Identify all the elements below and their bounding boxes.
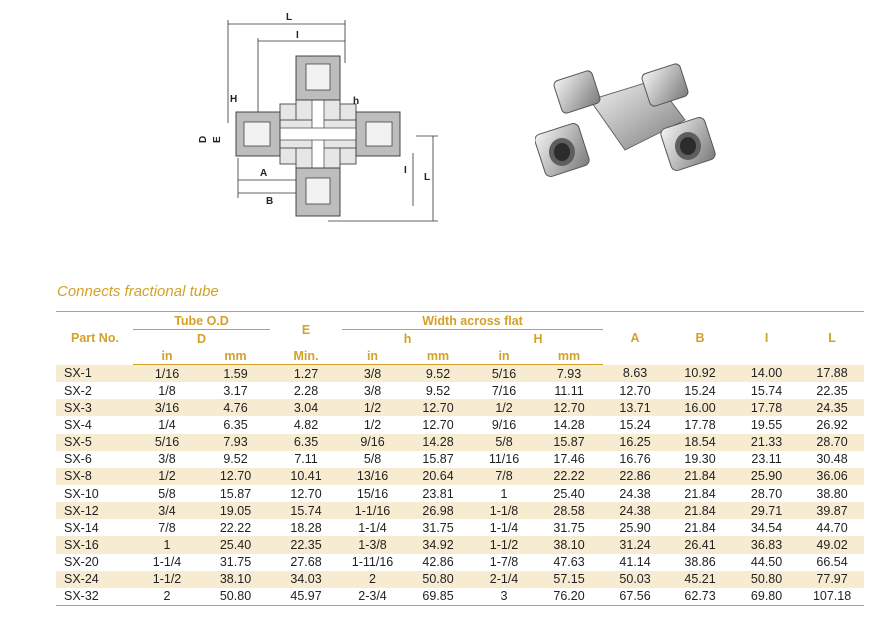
part-number-cell: SX-12 <box>56 502 133 519</box>
table-cell: 27.68 <box>290 555 322 570</box>
table-cell: 38.86 <box>684 555 716 570</box>
table-cell: 15.87 <box>219 486 252 501</box>
table-row <box>56 536 864 553</box>
table-cell: 57.15 <box>535 571 603 588</box>
table-cell: 5/16 <box>133 434 201 451</box>
table-row <box>56 434 864 451</box>
table-cell: 3/8 <box>342 365 403 383</box>
table-cell: 21.84 <box>684 486 716 501</box>
table-cell: 69.80 <box>733 588 800 606</box>
table-cell: 39.87 <box>800 502 864 519</box>
table-cell: 22.35 <box>816 383 848 398</box>
header-h: h <box>403 331 412 346</box>
table-cell: 20.64 <box>403 468 473 485</box>
table-cell: 3.04 <box>270 399 342 416</box>
part-number-cell: SX-3 <box>56 399 133 416</box>
table-cell: 1-1/2 <box>473 536 535 553</box>
table-cell: 1-7/8 <box>489 555 519 570</box>
table-cell: 19.30 <box>684 452 716 467</box>
table-cell: 7.93 <box>201 434 270 451</box>
table-cell: 3/4 <box>133 502 201 519</box>
table-cell: 69.85 <box>403 588 473 606</box>
header-part-no: Part No. <box>56 312 133 365</box>
table-cell: 34.03 <box>270 571 342 588</box>
header-width-across-flat: Width across flat <box>342 312 603 330</box>
table-cell: 24.35 <box>800 399 864 416</box>
table-cell: 15.74 <box>270 502 342 519</box>
header-B: B <box>667 312 733 365</box>
table-cell: 42.86 <box>422 555 454 570</box>
label-L-top: L <box>286 12 293 23</box>
table-row <box>56 416 864 433</box>
table-cell: 8.63 <box>603 365 667 383</box>
header-tube-od: Tube O.D <box>133 312 270 330</box>
table-row <box>56 571 864 588</box>
table-cell: 30.48 <box>816 452 848 467</box>
table-row <box>56 365 864 383</box>
table-cell: 31.75 <box>219 555 252 570</box>
table-row <box>56 399 864 416</box>
table-cell: 19.55 <box>750 417 783 432</box>
table-cell: 2-3/4 <box>342 588 403 606</box>
table-cell: 9/16 <box>491 417 517 432</box>
table-cell: 1-1/8 <box>473 502 535 519</box>
header-E: E <box>270 312 342 348</box>
table-cell: 44.70 <box>816 520 848 535</box>
table-cell: 1/8 <box>158 383 176 398</box>
table-cell: 62.73 <box>667 588 733 606</box>
table-cell: 1 <box>133 536 201 553</box>
table-cell: 14.00 <box>733 365 800 383</box>
table-cell: 38.80 <box>816 486 848 501</box>
table-row <box>56 451 864 468</box>
table-cell: 12.70 <box>201 468 270 485</box>
table-cell: 15.74 <box>750 383 783 398</box>
table-cell: 1-1/16 <box>342 502 403 519</box>
table-cell: 5/8 <box>158 486 176 501</box>
table-cell: 9.52 <box>223 452 248 467</box>
header-in: in <box>133 347 201 365</box>
table-cell: 26.98 <box>403 502 473 519</box>
table-row <box>56 519 864 536</box>
table-cell: 76.20 <box>535 588 603 606</box>
table-cell: 12.70 <box>290 486 322 501</box>
table-cell: 29.71 <box>733 502 800 519</box>
table-cell: 6.35 <box>223 417 248 432</box>
label-H: H <box>230 94 238 105</box>
part-number-cell: SX-6 <box>64 452 92 467</box>
table-row <box>56 554 864 571</box>
table-cell: 28.58 <box>535 502 603 519</box>
table-cell: 4.82 <box>293 417 319 432</box>
table-row <box>56 468 864 485</box>
label-E: E <box>212 136 223 143</box>
table-cell: 9.52 <box>425 383 451 398</box>
cross-fitting-photo <box>535 60 725 195</box>
table-cell: 18.54 <box>667 434 733 451</box>
part-number-cell: SX-14 <box>64 520 99 535</box>
part-number-cell: SX-24 <box>56 571 133 588</box>
table-cell: 3/8 <box>363 383 382 398</box>
table-cell: 15/16 <box>356 486 389 501</box>
table-cell: 14.28 <box>553 417 585 432</box>
table-cell: 25.90 <box>619 520 651 535</box>
table-cell: 36.06 <box>800 468 864 485</box>
part-number-cell: SX-20 <box>64 555 99 570</box>
table-cell: 9/16 <box>342 434 403 451</box>
dimensions-table <box>56 311 864 606</box>
cross-fitting-drawing <box>188 8 458 228</box>
table-cell: 66.54 <box>816 555 848 570</box>
table-cell: 45.97 <box>270 588 342 606</box>
table-cell: 11/16 <box>488 452 520 467</box>
table-cell: 1-1/4 <box>489 520 519 535</box>
table-cell: 17.78 <box>684 417 716 432</box>
header-D: D <box>196 331 207 346</box>
table-cell: 7/8 <box>473 468 535 485</box>
table-cell: 1-1/4 <box>358 520 387 535</box>
part-number-cell: SX-5 <box>56 434 133 451</box>
table-cell: 49.02 <box>800 536 864 553</box>
table-cell: 3 <box>473 588 535 606</box>
table-cell: 6.35 <box>270 434 342 451</box>
table-cell: 67.56 <box>603 588 667 606</box>
table-cell: 28.70 <box>750 486 783 501</box>
table-cell: 1.27 <box>270 365 342 383</box>
table-cell: 15.24 <box>619 417 651 432</box>
table-cell: 12.70 <box>422 417 454 432</box>
table-cell: 22.35 <box>270 536 342 553</box>
table-cell: 2-1/4 <box>473 571 535 588</box>
header-I: I <box>733 312 800 365</box>
part-number-cell: SX-10 <box>64 486 99 501</box>
table-row <box>56 588 864 606</box>
table-cell: 3/16 <box>133 399 201 416</box>
table-cell: 21.84 <box>684 520 716 535</box>
table-cell: 1/16 <box>133 365 201 383</box>
table-cell: 12.70 <box>619 383 651 398</box>
table-row <box>56 485 864 502</box>
table-cell: 13/16 <box>342 468 403 485</box>
table-cell: 36.83 <box>733 536 800 553</box>
table-cell: 5/8 <box>473 434 535 451</box>
part-number-cell: SX-8 <box>56 468 133 485</box>
table-cell: 13.71 <box>603 399 667 416</box>
table-cell: 2 <box>342 571 403 588</box>
table-cell: 22.86 <box>603 468 667 485</box>
table-cell: 1-11/16 <box>351 555 394 570</box>
table-cell: 16.00 <box>667 399 733 416</box>
table-cell: 25.40 <box>201 536 270 553</box>
table-cell: 50.80 <box>733 571 800 588</box>
table-cell: 1/2 <box>473 399 535 416</box>
table-cell: 45.21 <box>667 571 733 588</box>
header-in: in <box>342 347 403 365</box>
part-number-cell: SX-1 <box>56 365 133 383</box>
table-cell: 77.97 <box>800 571 864 588</box>
dimensions-table-wrap <box>56 311 864 606</box>
header-A: A <box>603 312 667 365</box>
table-cell: 14.28 <box>403 434 473 451</box>
table-cell: 1-3/8 <box>342 536 403 553</box>
table-cell: 15.87 <box>422 452 454 467</box>
table-cell: 1.59 <box>201 365 270 383</box>
table-cell: 34.54 <box>750 520 783 535</box>
label-L-right: L <box>424 172 431 183</box>
table-cell: 2.28 <box>293 383 319 398</box>
table-cell: 26.41 <box>667 536 733 553</box>
table-cell: 31.75 <box>422 520 454 535</box>
label-A: A <box>260 168 268 179</box>
table-row <box>56 382 864 399</box>
table-cell: 10.41 <box>270 468 342 485</box>
table-cell: 25.40 <box>553 486 585 501</box>
table-cell: 23.11 <box>751 452 782 467</box>
table-cell: 2 <box>133 588 201 606</box>
part-number-cell: SX-4 <box>64 417 92 432</box>
header-H: H <box>533 331 543 346</box>
table-cell: 15.87 <box>535 434 603 451</box>
header-mm: mm <box>403 347 473 365</box>
part-number-cell: SX-32 <box>56 588 133 606</box>
table-cell: 21.33 <box>733 434 800 451</box>
table-cell: 31.75 <box>553 520 585 535</box>
table-cell: 12.70 <box>535 399 603 416</box>
header-in: in <box>473 347 535 365</box>
table-cell: 41.14 <box>619 555 651 570</box>
table-cell: 15.24 <box>684 383 716 398</box>
label-I-top: I <box>296 30 299 41</box>
table-cell: 11.11 <box>554 383 584 398</box>
table-cell: 21.84 <box>667 502 733 519</box>
table-cell: 23.81 <box>422 486 454 501</box>
table-cell: 34.92 <box>403 536 473 553</box>
table-cell: 7.11 <box>294 452 318 467</box>
table-row <box>56 502 864 519</box>
table-cell: 1-1/2 <box>133 571 201 588</box>
table-cell: 5/16 <box>473 365 535 383</box>
table-cell: 17.78 <box>733 399 800 416</box>
table-cell: 7.93 <box>535 365 603 383</box>
table-cell: 50.03 <box>603 571 667 588</box>
table-cell: 22.22 <box>535 468 603 485</box>
table-cell: 24.38 <box>603 502 667 519</box>
table-cell: 38.10 <box>535 536 603 553</box>
table-cell: 16.25 <box>603 434 667 451</box>
table-cell: 50.80 <box>201 588 270 606</box>
table-cell: 1/2 <box>363 417 382 432</box>
table-cell: 12.70 <box>403 399 473 416</box>
table-cell: 1 <box>500 486 508 501</box>
part-number-cell: SX-16 <box>56 536 133 553</box>
table-cell: 19.05 <box>201 502 270 519</box>
table-cell: 25.90 <box>733 468 800 485</box>
table-cell: 3.17 <box>223 383 248 398</box>
part-number-cell: SX-2 <box>64 383 92 398</box>
table-cell: 1-1/4 <box>152 555 182 570</box>
table-cell: 50.80 <box>403 571 473 588</box>
table-cell: 7/16 <box>491 383 517 398</box>
table-cell: 28.70 <box>800 434 864 451</box>
table-cell: 47.63 <box>553 555 585 570</box>
table-cell: 10.92 <box>667 365 733 383</box>
label-B: B <box>266 196 274 207</box>
table-cell: 38.10 <box>201 571 270 588</box>
table-cell: 1/2 <box>342 399 403 416</box>
table-cell: 21.84 <box>667 468 733 485</box>
table-cell: 7/8 <box>158 520 176 535</box>
table-cell: 5/8 <box>363 452 382 467</box>
table-cell: 16.76 <box>619 452 651 467</box>
table-cell: 17.88 <box>800 365 864 383</box>
label-I-right: I <box>404 165 407 176</box>
table-cell: 1/2 <box>133 468 201 485</box>
table-cell: 4.76 <box>201 399 270 416</box>
table-cell: 17.46 <box>553 452 585 467</box>
table-cell: 24.38 <box>619 486 651 501</box>
table-cell: 44.50 <box>750 555 783 570</box>
header-min: Min. <box>270 347 342 365</box>
header-L: L <box>800 312 864 365</box>
header-mm: mm <box>535 347 603 365</box>
table-cell: 26.92 <box>816 417 848 432</box>
table-cell: 107.18 <box>800 588 864 606</box>
section-subtitle: Connects fractional tube <box>57 283 219 300</box>
table-cell: 3/8 <box>158 452 176 467</box>
table-cell: 22.22 <box>219 520 252 535</box>
table-body <box>56 365 864 606</box>
table-cell: 18.28 <box>290 520 322 535</box>
label-D: D <box>198 135 209 143</box>
header-mm: mm <box>201 347 270 365</box>
table-cell: 9.52 <box>403 365 473 383</box>
table-cell: 1/4 <box>158 417 176 432</box>
label-h: h <box>353 96 360 107</box>
table-cell: 31.24 <box>603 536 667 553</box>
